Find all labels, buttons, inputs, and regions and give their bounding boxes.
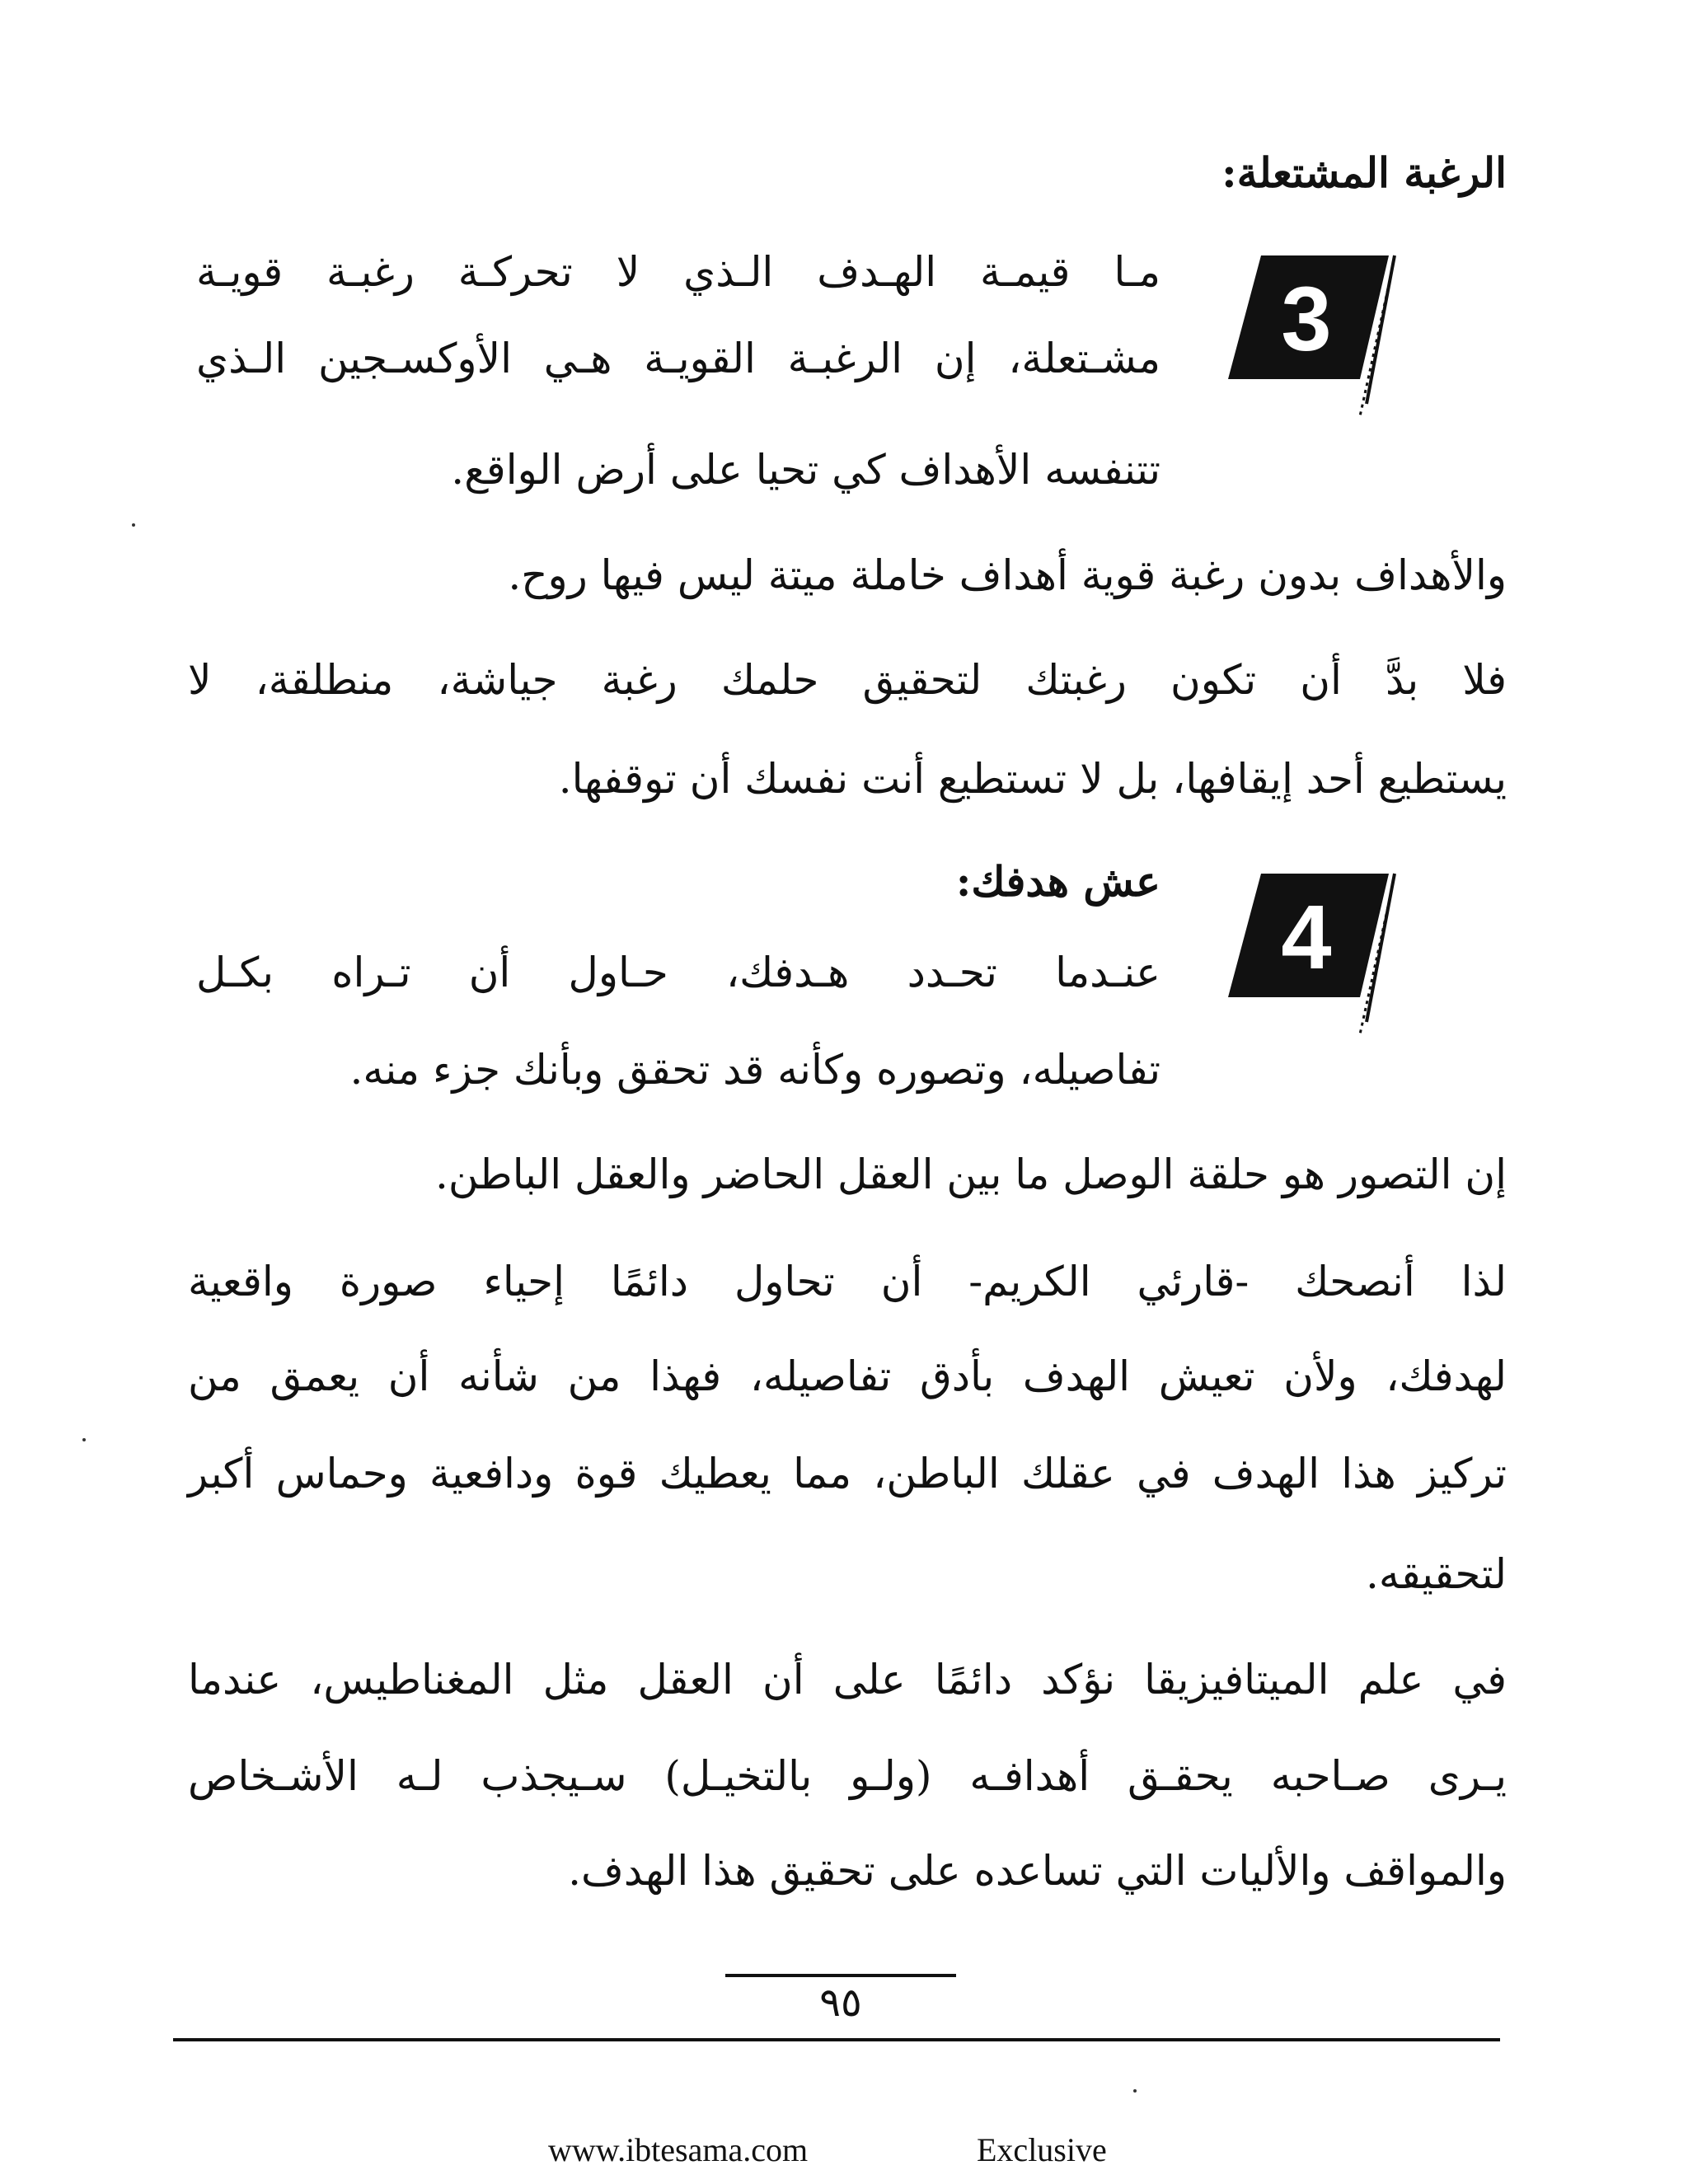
page-bottom-rule [173,2038,1500,2041]
paragraph-4-line-4: لتحقيقه. [1366,1550,1507,1598]
badge-number: 3 [1281,269,1332,370]
page-number-top-rule [725,1974,956,1977]
badge-number: 4 [1281,887,1332,988]
section-4-line-2: تفاصيله، وتصوره وكأنه قد تحقق وبأنك جزء منه. [349,1046,1160,1094]
scan-speck [82,1438,86,1441]
paragraph-1: والأهداف بدون رغبة قوية أهداف خاملة ميتة ليس فيها روح. [508,551,1507,599]
number-badge-4 [1212,857,1401,1047]
paragraph-2-line-1: فلا بدَّ أن تكون رغبتك لتحقيق حلمك رغبة جياشة، منطلقة، لا [188,656,1507,704]
parallelogram-badge-icon [1212,239,1401,429]
paragraph-5-line-3: والمواقف والأليات التي تساعده على تحقيق هذا الهدف. [568,1847,1507,1895]
section-3-line-3: تتنفسه الأهداف كي تحيا على أرض الواقع. [451,446,1160,494]
scan-speck [1133,2089,1137,2093]
scan-speck [132,523,135,527]
paragraph-2-line-2: يستطيع أحد إيقافها، بل لا تستطيع أنت نفسك أن توقفها. [558,755,1507,803]
paragraph-5-line-1: في علم الميتافيزيقا نؤكد دائمًا على أن العقل مثل المغناطيس، عندما [188,1656,1507,1704]
section-3-line-2: مشـتعلة، إن الرغبـة القويـة هـي الأوكسـجين الـذي [196,335,1160,382]
section-heading-live-your-goal: عش هدفك: [955,857,1160,906]
footer-tag: Exclusive [977,2131,1107,2168]
paragraph-4-line-2: لهدفك، ولأن تعيش الهدف بأدق تفاصيله، فهذا من شأنه أن يعمق من [188,1352,1507,1400]
paragraph-4-line-1: لذا أنصحك -قارئي الكريم- أن تحاول دائمًا إحياء صورة واقعية [188,1258,1507,1305]
parallelogram-badge-icon [1212,857,1401,1047]
number-badge-3 [1212,239,1401,429]
paragraph-5-line-2: يـرى صـاحبه يحقـق أهدافـه (ولـو بالتخيـل) سـيجذب لـه الأشـخاص [188,1752,1507,1800]
section-4-line-1: عنـدما تحـدد هـدفك، حـاول أن تـراه بكـل [196,949,1160,996]
footer-website: www.ibtesama.com [548,2131,809,2168]
paragraph-4-line-3: تركيز هذا الهدف في عقلك الباطن، مما يعطيك قوة ودافعية وحماس أكبر [188,1450,1507,1497]
section-heading-burning-desire: الرغبة المشتعلة: [1221,148,1507,197]
section-3-line-1: مـا قيمـة الهـدف الـذي لا تحركـة رغبـة قويـة [196,248,1160,296]
page-number: ٩٥ [819,1980,862,2026]
paragraph-3: إن التصور هو حلقة الوصل ما بين العقل الحاضر والعقل الباطن. [434,1151,1507,1198]
